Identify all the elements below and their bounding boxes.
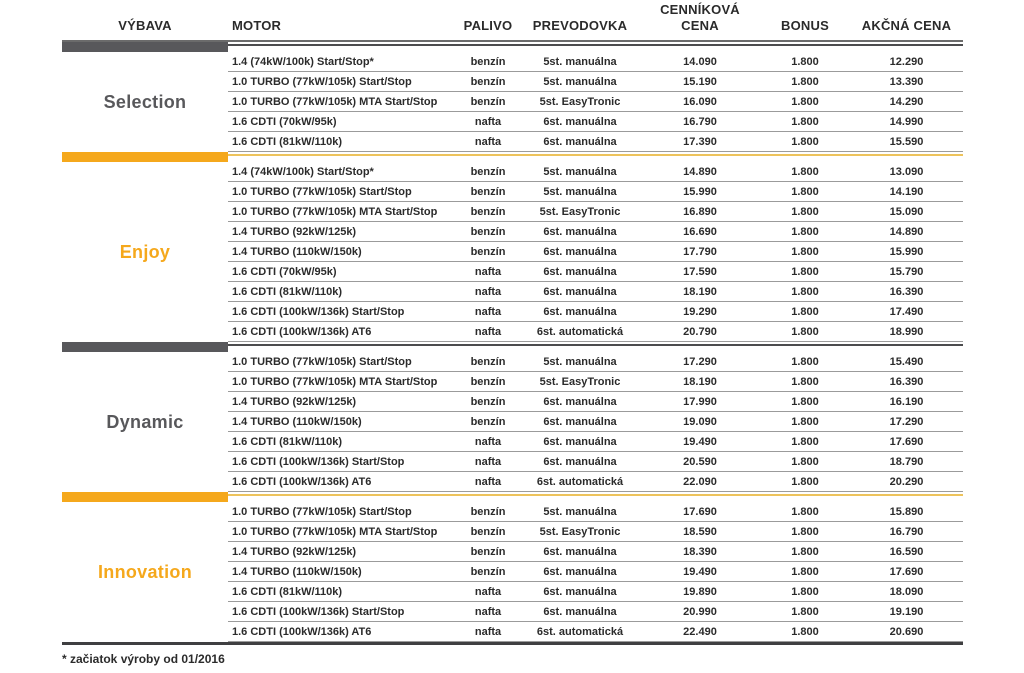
cell-cennikova-cena: 20.790 [683,325,717,338]
cell-motor: 1.0 TURBO (77kW/105k) MTA Start/Stop [232,95,438,108]
trim-label: Enjoy [119,241,171,262]
cell-palivo: benzín [470,225,506,238]
section-enjoy [62,152,963,342]
cell-bonus: 1.800 [791,75,819,88]
table-row [228,222,963,242]
cell-palivo: benzín [470,415,506,428]
table-row [228,242,963,262]
table-row [228,472,963,492]
footnote: * začiatok výroby od 01/2016 [62,652,225,666]
cell-motor: 1.4 TURBO (92kW/125k) [232,225,357,238]
cell-cennikova-cena: 16.890 [683,205,717,218]
table-row [228,582,963,602]
cell-prevodovka: 6st. manuálna [543,435,617,448]
table-row [228,372,963,392]
cell-palivo: nafta [474,585,502,598]
cell-palivo: benzín [470,545,506,558]
cell-akcna-cena: 19.190 [889,605,924,618]
cell-bonus: 1.800 [791,115,819,128]
cell-palivo: nafta [474,305,502,318]
cell-prevodovka: 5st. EasyTronic [539,205,621,218]
table-row [228,602,963,622]
table-sections [62,42,963,642]
cell-prevodovka: 5st. EasyTronic [539,375,621,388]
cell-bonus: 1.800 [791,525,819,538]
cell-cennikova-cena: 20.590 [683,455,717,468]
cell-bonus: 1.800 [791,475,819,488]
cell-bonus: 1.800 [791,505,819,518]
cennikova-line1: CENNÍKOVÁ [660,1,740,17]
cell-prevodovka: 6st. manuálna [543,585,617,598]
cell-motor: 1.0 TURBO (77kW/105k) Start/Stop [232,75,412,88]
cell-bonus: 1.800 [791,165,819,178]
cell-prevodovka: 6st. manuálna [543,415,617,428]
table-row [228,52,963,72]
table-row [228,282,963,302]
cell-akcna-cena: 15.990 [889,245,924,258]
cell-prevodovka: 6st. manuálna [543,135,617,148]
table-row [228,542,963,562]
cell-cennikova-cena: 18.190 [683,375,717,388]
cell-bonus: 1.800 [791,415,819,428]
cell-prevodovka: 6st. manuálna [543,545,617,558]
table-row [228,112,963,132]
cell-palivo: benzín [470,525,506,538]
section-divider [62,152,963,162]
cell-akcna-cena: 20.290 [889,475,924,488]
section-selection [62,42,963,152]
trim-label: Selection [103,91,187,112]
cell-prevodovka: 5st. manuálna [543,505,617,518]
cell-motor: 1.4 (74kW/100k) Start/Stop* [232,165,374,178]
cell-motor: 1.6 CDTI (81kW/110k) [232,585,343,598]
table-row [228,322,963,342]
cell-prevodovka: 5st. manuálna [543,165,617,178]
cell-bonus: 1.800 [791,245,819,258]
table-row [228,182,963,202]
cell-prevodovka: 6st. manuálna [543,395,617,408]
cell-akcna-cena: 17.290 [889,415,924,428]
table-row [228,162,963,182]
cell-bonus: 1.800 [791,325,819,338]
cell-motor: 1.0 TURBO (77kW/105k) Start/Stop [232,505,412,518]
section-innovation [62,492,963,642]
cell-palivo: benzín [470,95,506,108]
column-header-motor: MOTOR [232,17,282,33]
cell-cennikova-cena: 20.990 [683,605,717,618]
cell-motor: 1.6 CDTI (81kW/110k) [232,285,343,298]
table-row [228,202,963,222]
table-row [228,412,963,432]
price-table [62,0,963,645]
table-bottom-rule [62,642,963,645]
cell-motor: 1.0 TURBO (77kW/105k) MTA Start/Stop [232,375,438,388]
cell-motor: 1.4 TURBO (110kW/150k) [232,565,362,578]
cell-prevodovka: 6st. manuálna [543,455,617,468]
cell-akcna-cena: 18.990 [889,325,924,338]
cell-prevodovka: 5st. manuálna [543,185,617,198]
table-header-row [62,0,963,42]
cell-akcna-cena: 17.690 [889,565,924,578]
cell-motor: 1.6 CDTI (100kW/136k) Start/Stop [232,305,405,318]
section-accent-line [228,154,963,156]
cell-bonus: 1.800 [791,435,819,448]
cell-palivo: benzín [470,55,506,68]
section-divider [62,492,963,502]
cell-cennikova-cena: 17.990 [683,395,717,408]
section-accent-line [228,344,963,346]
cell-motor: 1.0 TURBO (77kW/105k) MTA Start/Stop [232,205,438,218]
cell-akcna-cena: 15.790 [889,265,924,278]
column-header-palivo: PALIVO [463,17,513,33]
cell-cennikova-cena: 19.090 [683,415,717,428]
cell-cennikova-cena: 17.790 [683,245,717,258]
cell-bonus: 1.800 [791,565,819,578]
cell-prevodovka: 5st. EasyTronic [539,525,621,538]
cell-akcna-cena: 16.190 [889,395,924,408]
trim-label: Dynamic [106,411,184,432]
section-accent-bar [62,342,228,352]
table-row [228,562,963,582]
table-row [228,502,963,522]
cell-akcna-cena: 16.390 [889,375,924,388]
cell-prevodovka: 6st. automatická [536,475,624,488]
cell-bonus: 1.800 [791,305,819,318]
section-divider [62,42,963,52]
column-header-vybava: VÝBAVA [118,17,172,33]
cell-akcna-cena: 12.290 [889,55,924,68]
table-row [228,352,963,372]
cell-prevodovka: 5st. manuálna [543,355,617,368]
cell-cennikova-cena: 19.490 [683,565,717,578]
table-row [228,452,963,472]
cell-prevodovka: 6st. manuálna [543,565,617,578]
cell-motor: 1.4 TURBO (110kW/150k) [232,245,362,258]
cell-prevodovka: 5st. EasyTronic [539,95,621,108]
cell-motor: 1.6 CDTI (100kW/136k) Start/Stop [232,455,405,468]
cell-prevodovka: 6st. manuálna [543,115,617,128]
cell-akcna-cena: 15.890 [889,505,924,518]
column-header-akcna-cena: AKČNÁ CENA [861,17,952,33]
section-accent-bar [62,42,228,52]
cell-cennikova-cena: 19.890 [683,585,717,598]
section-accent-bar [62,152,228,162]
cell-palivo: benzín [470,245,506,258]
section-dynamic [62,342,963,492]
cell-bonus: 1.800 [791,205,819,218]
cell-bonus: 1.800 [791,185,819,198]
table-row [228,522,963,542]
cell-cennikova-cena: 15.990 [683,185,717,198]
cell-motor: 1.4 (74kW/100k) Start/Stop* [232,55,374,68]
cell-akcna-cena: 14.990 [889,115,924,128]
cell-palivo: nafta [474,605,502,618]
cell-palivo: benzín [470,75,506,88]
cell-cennikova-cena: 17.690 [683,505,717,518]
cell-motor: 1.0 TURBO (77kW/105k) Start/Stop [232,355,412,368]
cell-prevodovka: 6st. manuálna [543,245,617,258]
cell-palivo: benzín [470,505,506,518]
cell-palivo: nafta [474,625,502,638]
cell-bonus: 1.800 [791,585,819,598]
cell-akcna-cena: 16.790 [889,525,924,538]
cell-motor: 1.6 CDTI (81kW/110k) [232,435,343,448]
cell-prevodovka: 6st. automatická [536,625,624,638]
cell-palivo: benzín [470,375,506,388]
cell-bonus: 1.800 [791,225,819,238]
cell-akcna-cena: 16.390 [889,285,924,298]
section-accent-bar [62,492,228,502]
cell-palivo: nafta [474,455,502,468]
cell-palivo: benzín [470,355,506,368]
cell-prevodovka: 5st. manuálna [543,75,617,88]
cell-motor: 1.6 CDTI (70kW/95k) [232,265,337,278]
cell-bonus: 1.800 [791,625,819,638]
section-accent-line [228,44,963,46]
cell-bonus: 1.800 [791,285,819,298]
cell-cennikova-cena: 17.390 [683,135,717,148]
cell-akcna-cena: 17.690 [889,435,924,448]
cell-cennikova-cena: 18.190 [683,285,717,298]
cell-cennikova-cena: 17.590 [683,265,717,278]
cell-palivo: nafta [474,435,502,448]
cell-bonus: 1.800 [791,605,819,618]
cell-palivo: nafta [474,135,502,148]
cell-prevodovka: 6st. automatická [536,325,624,338]
table-row [228,392,963,412]
cell-bonus: 1.800 [791,55,819,68]
table-row [228,92,963,112]
cell-akcna-cena: 14.190 [889,185,924,198]
cell-cennikova-cena: 22.090 [683,475,717,488]
cell-palivo: benzín [470,205,506,218]
cell-motor: 1.6 CDTI (81kW/110k) [232,135,343,148]
table-row [228,302,963,322]
cell-palivo: benzín [470,165,506,178]
cell-palivo: nafta [474,115,502,128]
cell-palivo: nafta [474,285,502,298]
cell-bonus: 1.800 [791,95,819,108]
cell-motor: 1.0 TURBO (77kW/105k) MTA Start/Stop [232,525,438,538]
cell-akcna-cena: 16.590 [889,545,924,558]
cell-motor: 1.6 CDTI (100kW/136k) AT6 [232,625,372,638]
cell-bonus: 1.800 [791,455,819,468]
cell-motor: 1.6 CDTI (100kW/136k) AT6 [232,325,372,338]
cell-bonus: 1.800 [791,355,819,368]
column-header-cennikova-cena [640,2,760,41]
cell-cennikova-cena: 16.690 [683,225,717,238]
table-row [228,262,963,282]
cell-bonus: 1.800 [791,545,819,558]
cell-cennikova-cena: 19.290 [683,305,717,318]
cell-cennikova-cena: 16.090 [683,95,717,108]
cell-cennikova-cena: 14.090 [683,55,717,68]
cell-motor: 1.4 TURBO (110kW/150k) [232,415,362,428]
cell-motor: 1.4 TURBO (92kW/125k) [232,545,357,558]
cell-motor: 1.6 CDTI (100kW/136k) Start/Stop [232,605,405,618]
cell-prevodovka: 6st. manuálna [543,605,617,618]
cell-prevodovka: 6st. manuálna [543,285,617,298]
cell-cennikova-cena: 17.290 [683,355,717,368]
cell-cennikova-cena: 19.490 [683,435,717,448]
cell-prevodovka: 6st. manuálna [543,265,617,278]
cell-bonus: 1.800 [791,265,819,278]
cell-akcna-cena: 15.490 [889,355,924,368]
section-accent-line [228,494,963,496]
table-row [228,432,963,452]
table-row [228,72,963,92]
cell-akcna-cena: 17.490 [889,305,924,318]
cell-akcna-cena: 14.290 [889,95,924,108]
cell-akcna-cena: 18.790 [889,455,924,468]
cell-motor: 1.6 CDTI (70kW/95k) [232,115,337,128]
cell-cennikova-cena: 14.890 [683,165,717,178]
cell-prevodovka: 6st. manuálna [543,305,617,318]
table-row [228,132,963,152]
cell-akcna-cena: 13.090 [889,165,924,178]
cell-akcna-cena: 18.090 [889,585,924,598]
table-row [228,622,963,642]
trim-label: Innovation [98,561,192,582]
cell-prevodovka: 6st. manuálna [543,225,617,238]
cell-akcna-cena: 13.390 [889,75,924,88]
cell-akcna-cena: 14.890 [889,225,924,238]
cell-cennikova-cena: 18.590 [683,525,717,538]
cell-motor: 1.0 TURBO (77kW/105k) Start/Stop [232,185,412,198]
cell-palivo: benzín [470,395,506,408]
cell-motor: 1.4 TURBO (92kW/125k) [232,395,357,408]
cell-palivo: nafta [474,475,502,488]
column-header-prevodovka: PREVODOVKA [532,17,628,33]
cell-cennikova-cena: 22.490 [683,625,717,638]
cell-palivo: nafta [474,325,502,338]
cell-palivo: benzín [470,185,506,198]
cennikova-line2: CENA [681,17,719,33]
cell-akcna-cena: 20.690 [889,625,924,638]
cell-bonus: 1.800 [791,395,819,408]
cell-bonus: 1.800 [791,135,819,148]
cell-akcna-cena: 15.090 [889,205,924,218]
cell-bonus: 1.800 [791,375,819,388]
section-divider [62,342,963,352]
cell-cennikova-cena: 16.790 [683,115,717,128]
cell-cennikova-cena: 15.190 [683,75,717,88]
cell-cennikova-cena: 18.390 [683,545,717,558]
cell-akcna-cena: 15.590 [889,135,924,148]
column-header-bonus: BONUS [781,17,829,33]
cell-prevodovka: 5st. manuálna [543,55,617,68]
cell-palivo: benzín [470,565,506,578]
cell-palivo: nafta [474,265,502,278]
cell-motor: 1.6 CDTI (100kW/136k) AT6 [232,475,372,488]
